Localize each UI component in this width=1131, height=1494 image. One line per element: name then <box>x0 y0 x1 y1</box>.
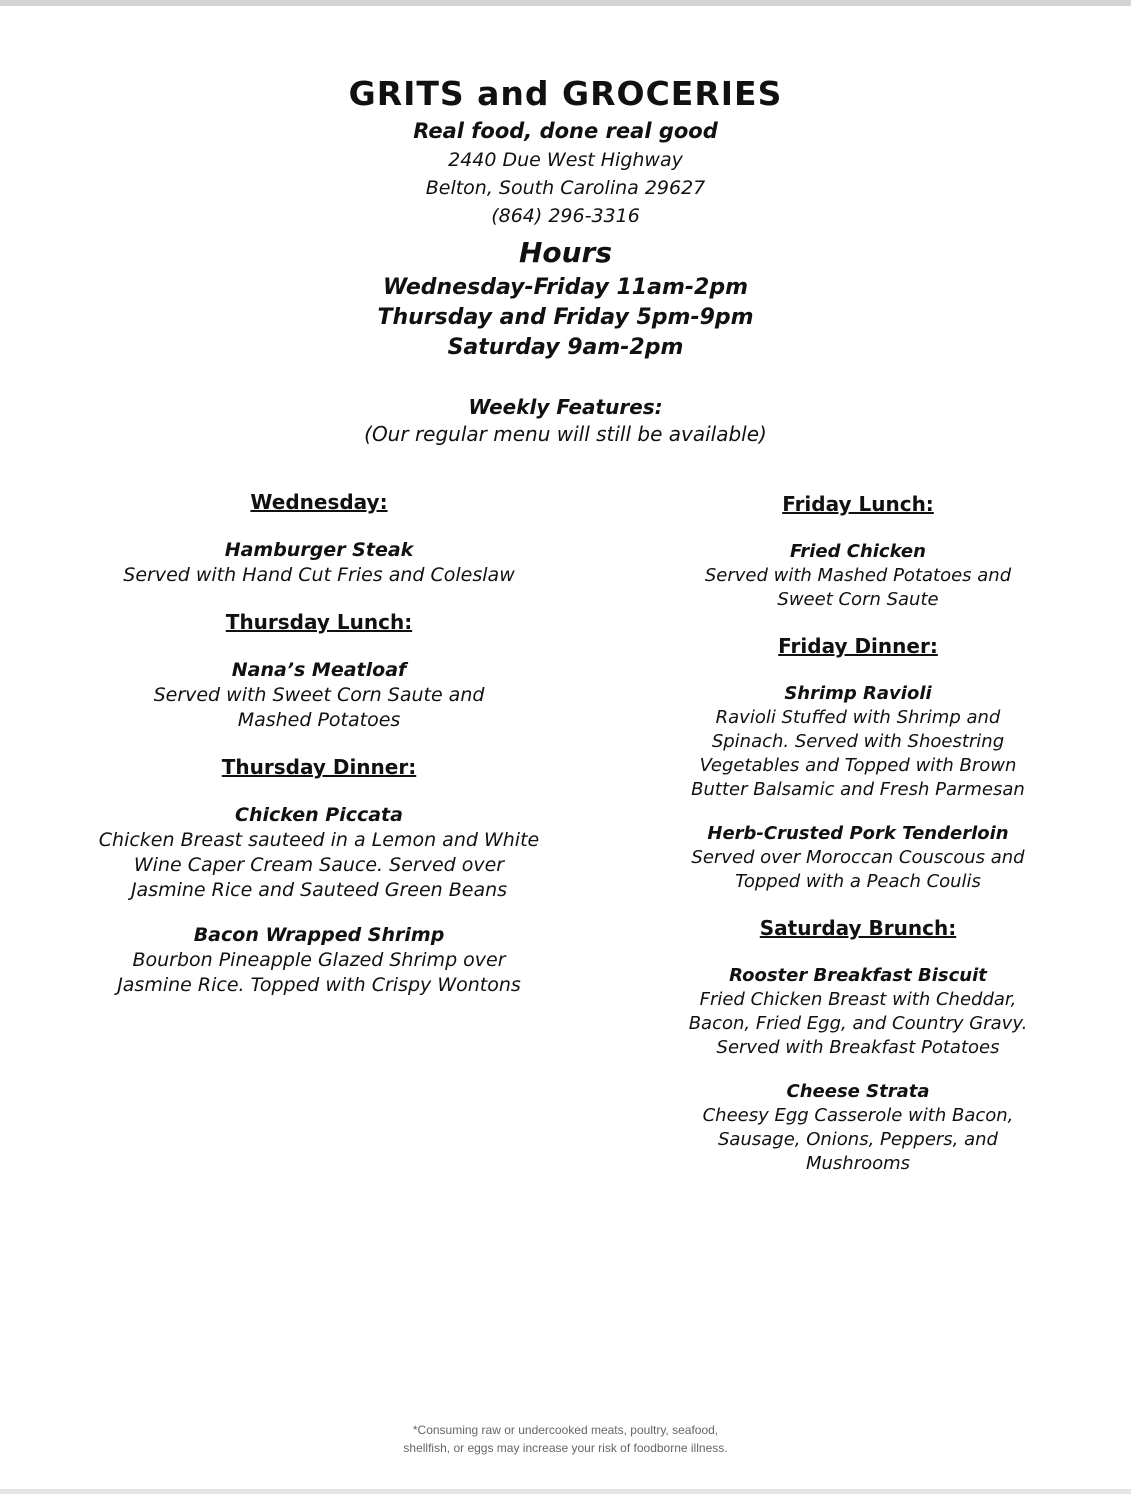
weekly-features-title: Weekly Features: <box>468 395 663 419</box>
item-name: Rooster Breakfast Biscuit <box>729 965 987 986</box>
phone-number: (864) 296-3316 <box>491 205 640 227</box>
item-name: Fried Chicken <box>790 541 926 562</box>
item-description: Served over Moroccan Couscous and <box>691 847 1025 868</box>
disclaimer-line: *Consuming raw or undercooked meats, poultry, seafood, <box>412 1423 719 1437</box>
item-description: Fried Chicken Breast with Cheddar, <box>699 989 1017 1010</box>
item-description: Bourbon Pineapple Glazed Shrimp over <box>132 949 506 971</box>
menu-item <box>660 822 1056 894</box>
menu-item <box>660 964 1056 1060</box>
item-description: Jasmine Rice and Sauteed Green Beans <box>130 879 508 901</box>
menu-item <box>660 1080 1056 1176</box>
section-heading-thursday-lunch: Thursday Lunch: <box>225 610 413 634</box>
item-description: Served with Breakfast Potatoes <box>716 1037 1000 1058</box>
right-column <box>660 490 1056 1196</box>
item-description: Butter Balsamic and Fresh Parmesan <box>691 779 1025 800</box>
menu-item <box>660 540 1056 612</box>
disclaimer <box>300 1421 831 1457</box>
item-description: Spinach. Served with Shoestring <box>711 731 1005 752</box>
item-name: Bacon Wrapped Shrimp <box>193 924 445 946</box>
item-description: Mushrooms <box>805 1153 911 1174</box>
item-description: Ravioli Stuffed with Shrimp and <box>715 707 1001 728</box>
item-description: Jasmine Rice. Topped with Crispy Wontons <box>117 974 521 996</box>
item-description: Mashed Potatoes <box>237 709 401 731</box>
item-name: Nana’s Meatloaf <box>231 659 407 681</box>
item-description: Vegetables and Topped with Brown <box>699 755 1017 776</box>
item-description: Served with Hand Cut Fries and Coleslaw <box>123 564 515 586</box>
item-description: Topped with a Peach Coulis <box>735 871 981 892</box>
item-description: Served with Sweet Corn Saute and <box>153 684 485 706</box>
item-name: Cheese Strata <box>786 1081 930 1102</box>
bottom-divider <box>0 1489 1131 1494</box>
weekly-features-note: (Our regular menu will still be available) <box>364 422 767 446</box>
item-description: Cheesy Egg Casserole with Bacon, <box>702 1105 1014 1126</box>
item-description: Bacon, Fried Egg, and Country Gravy. <box>688 1013 1028 1034</box>
item-description: Served with Mashed Potatoes and <box>704 565 1012 586</box>
item-name: Hamburger Steak <box>224 539 414 561</box>
item-description: Wine Caper Cream Sauce. Served over <box>133 854 505 876</box>
section-heading-friday-dinner: Friday Dinner: <box>778 634 938 658</box>
menu-item <box>80 658 558 733</box>
hours-title: Hours <box>518 236 613 269</box>
menu-header <box>0 72 1131 447</box>
top-divider <box>0 0 1131 6</box>
menu-item <box>660 682 1056 802</box>
tagline: Real food, done real good <box>413 119 718 143</box>
section-heading-friday-lunch: Friday Lunch: <box>782 492 934 516</box>
menu-item <box>80 923 558 998</box>
hours-line: Thursday and Friday 5pm-9pm <box>377 305 754 330</box>
menu-item <box>80 803 558 903</box>
section-heading-saturday-brunch: Saturday Brunch: <box>759 916 957 940</box>
restaurant-name: GRITS and GROCERIES <box>348 74 783 113</box>
address-city: Belton, South Carolina 29627 <box>425 177 706 199</box>
section-heading-wednesday: Wednesday: <box>250 490 388 514</box>
section-heading-thursday-dinner: Thursday Dinner: <box>221 755 417 779</box>
item-description: Chicken Breast sauteed in a Lemon and White <box>98 829 540 851</box>
item-description: Sausage, Onions, Peppers, and <box>718 1129 998 1150</box>
address-street: 2440 Due West Highway <box>448 149 683 171</box>
hours-line: Wednesday-Friday 11am-2pm <box>382 275 748 300</box>
menu-item <box>80 538 558 588</box>
left-column <box>80 488 558 1018</box>
item-name: Shrimp Ravioli <box>784 683 932 704</box>
item-name: Herb-Crusted Pork Tenderloin <box>707 823 1009 844</box>
item-description: Sweet Corn Saute <box>777 589 939 610</box>
item-name: Chicken Piccata <box>235 804 403 826</box>
hours-line: Saturday 9am-2pm <box>447 335 684 360</box>
disclaimer-line: shellfish, or eggs may increase your risk of foodborne illness. <box>403 1441 728 1455</box>
